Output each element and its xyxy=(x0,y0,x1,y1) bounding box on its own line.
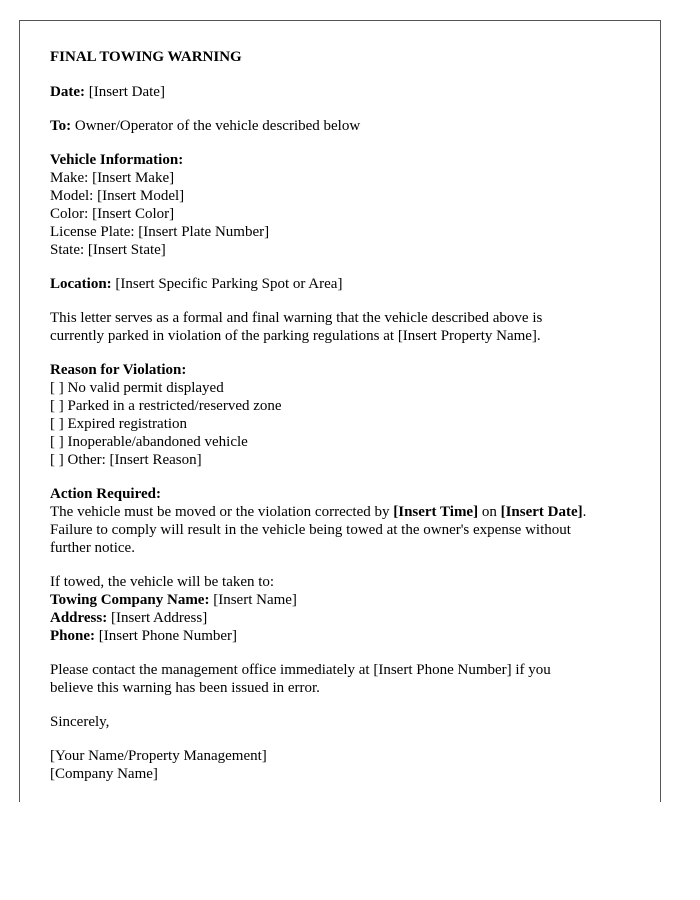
towing-address-value: [Insert Address] xyxy=(107,610,208,626)
closing-line: Sincerely, xyxy=(50,714,110,730)
action-required-section xyxy=(50,485,640,557)
signature-company: [Company Name] xyxy=(50,766,158,782)
location-label: Location: xyxy=(50,276,112,292)
action-deadline-time: [Insert Time] xyxy=(393,504,479,520)
intro-paragraph xyxy=(50,309,640,345)
intro-line-1: This letter serves as a formal and final warning that the vehicle described above is xyxy=(50,310,543,326)
vehicle-model: Model: [Insert Model] xyxy=(50,188,185,204)
location-line xyxy=(50,275,640,293)
date-value: [Insert Date] xyxy=(84,84,165,100)
vehicle-info-heading: Vehicle Information: xyxy=(50,152,184,168)
vehicle-state: State: [Insert State] xyxy=(50,242,166,258)
action-consequence-line-1: Failure to comply will result in the vehicle being towed at the owner's expense without xyxy=(50,522,571,538)
letter-body xyxy=(50,48,640,799)
action-line-mid: on xyxy=(478,504,501,520)
contact-line-1: Please contact the management office immediately at [Insert Phone Number] if you xyxy=(50,662,551,678)
contact-line-2: believe this warning has been issued in error. xyxy=(50,680,320,696)
vehicle-color: Color: [Insert Color] xyxy=(50,206,175,222)
contact-paragraph xyxy=(50,661,640,697)
letter-title: FINAL TOWING WARNING xyxy=(50,49,242,65)
towing-company-value: [Insert Name] xyxy=(209,592,297,608)
towing-company-label: Towing Company Name: xyxy=(50,592,210,608)
violation-reason-section xyxy=(50,361,640,469)
date-line xyxy=(50,83,640,101)
violation-reason-heading: Reason for Violation: xyxy=(50,362,187,378)
recipient-line xyxy=(50,117,640,135)
date-label: Date: xyxy=(50,84,85,100)
towing-address-line xyxy=(50,609,640,627)
action-line-end: . xyxy=(582,504,587,520)
towing-phone-value: [Insert Phone Number] xyxy=(95,628,238,644)
action-deadline-date: [Insert Date] xyxy=(500,504,583,520)
violation-option-expired-registration: [ ] Expired registration xyxy=(50,416,188,432)
vehicle-make: Make: [Insert Make] xyxy=(50,170,175,186)
violation-option-abandoned: [ ] Inoperable/abandoned vehicle xyxy=(50,434,248,450)
towing-company-line xyxy=(50,591,640,609)
signature-block xyxy=(50,747,640,783)
vehicle-info-section xyxy=(50,151,640,259)
violation-option-other: [ ] Other: [Insert Reason] xyxy=(50,452,202,468)
location-value: [Insert Specific Parking Spot or Area] xyxy=(111,276,343,292)
towing-address-label: Address: xyxy=(50,610,108,626)
violation-option-restricted-zone: [ ] Parked in a restricted/reserved zone xyxy=(50,398,282,414)
action-required-heading: Action Required: xyxy=(50,486,161,502)
letter-page xyxy=(19,20,661,802)
signature-name: [Your Name/Property Management] xyxy=(50,748,267,764)
vehicle-license-plate: License Plate: [Insert Plate Number] xyxy=(50,224,270,240)
action-deadline-line xyxy=(50,503,640,521)
towing-phone-label: Phone: xyxy=(50,628,95,644)
violation-option-no-permit: [ ] No valid permit displayed xyxy=(50,380,224,396)
action-consequence-line-2: further notice. xyxy=(50,540,135,556)
towing-intro: If towed, the vehicle will be taken to: xyxy=(50,574,275,590)
towing-info-section xyxy=(50,573,640,645)
intro-line-2: currently parked in violation of the parking regulations at [Insert Property Name]. xyxy=(50,328,541,344)
recipient-label: To: xyxy=(50,118,72,134)
recipient-value: Owner/Operator of the vehicle described below xyxy=(71,118,361,134)
towing-phone-line xyxy=(50,627,640,645)
action-line-start: The vehicle must be moved or the violation corrected by xyxy=(50,504,394,520)
